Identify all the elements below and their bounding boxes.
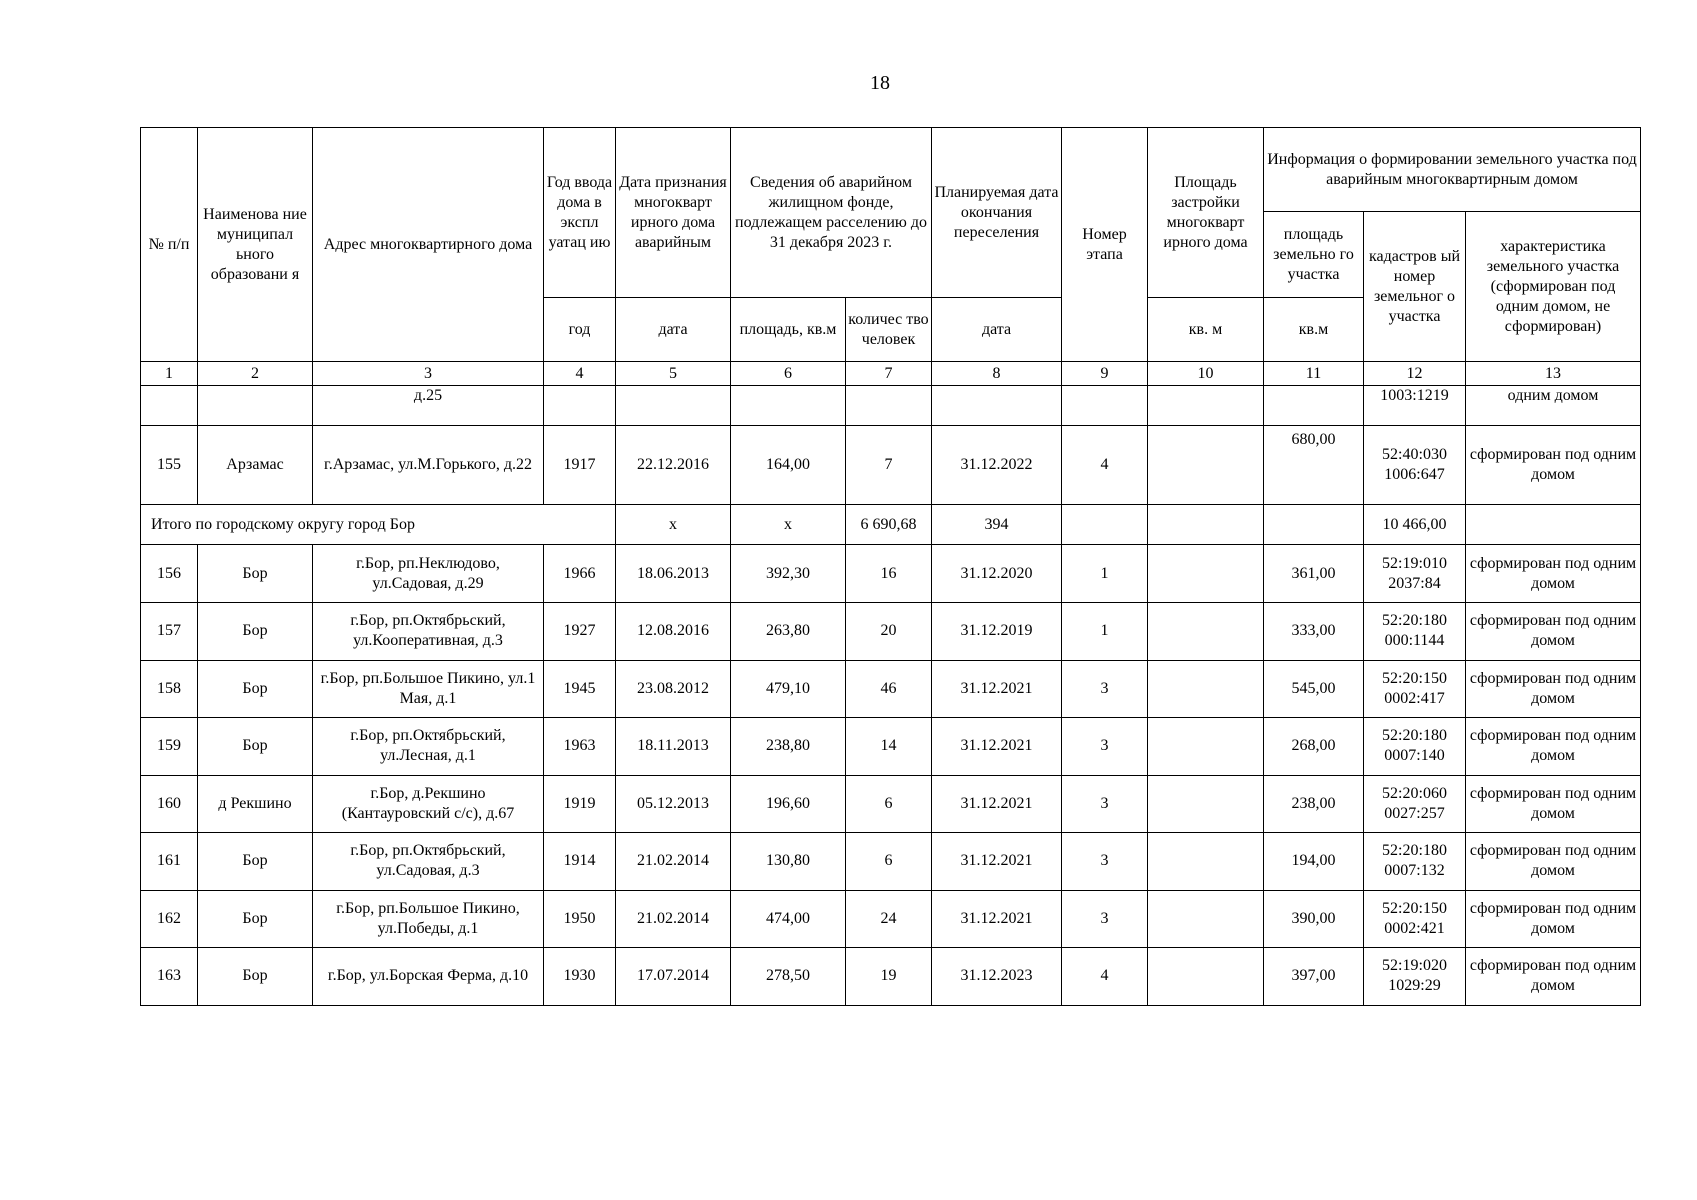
unit-end-date: дата	[932, 298, 1062, 362]
cell-number: 156	[141, 545, 198, 603]
cell-year: 1966	[544, 545, 616, 603]
cell-people: 14	[846, 718, 932, 776]
cell-area: 392,30	[731, 545, 846, 603]
cell-land: 545,00	[1264, 660, 1364, 718]
cell-date: 21.02.2014	[616, 833, 731, 891]
col-number: 6	[731, 362, 846, 386]
cell-land: 238,00	[1264, 775, 1364, 833]
cell-municipality: Бор	[198, 948, 313, 1006]
cell-address: г.Бор, рп.Октябрьский, ул.Лесная, д.1	[313, 718, 544, 776]
cell-characteristic: сформирован под одним домом	[1466, 545, 1641, 603]
total-label: Итого по городскому округу город Бор	[141, 505, 616, 545]
col-number: 2	[198, 362, 313, 386]
cell-number: 159	[141, 718, 198, 776]
cell-people: 16	[846, 545, 932, 603]
unit-year: год	[544, 298, 616, 362]
header-housing-info: Сведения об аварийном жилищном фонде, подлежащем расселению до 31 декабря 2023 г.	[731, 128, 932, 298]
cell-land: 194,00	[1264, 833, 1364, 891]
cell-area: 474,00	[731, 890, 846, 948]
cell-people: 46	[846, 660, 932, 718]
cell-date: 05.12.2013	[616, 775, 731, 833]
cell-people	[846, 386, 932, 426]
cell-cadastral: 52:19:010 2037:84	[1364, 545, 1466, 603]
cell-date: 12.08.2016	[616, 603, 731, 661]
page-number: 18	[870, 72, 890, 94]
cell-cadastral: 52:40:030 1006:647	[1364, 426, 1466, 505]
cell-end: 31.12.2023	[932, 948, 1062, 1006]
cell-municipality: д Рекшино	[198, 775, 313, 833]
unit-date: дата	[616, 298, 731, 362]
cell-area: 130,80	[731, 833, 846, 891]
cell-characteristic: сформирован под одним домом	[1466, 718, 1641, 776]
cell-address: д.25	[313, 386, 544, 426]
cell-address: г.Бор, д.Рекшино (Кантауровский с/с), д.67	[313, 775, 544, 833]
cell-people: 6	[846, 833, 932, 891]
table-row	[141, 386, 1641, 426]
table-row	[141, 426, 1641, 505]
col-number: 7	[846, 362, 932, 386]
unit-people: количес тво человек	[846, 298, 932, 362]
cell-stage: 3	[1062, 890, 1148, 948]
header-cadastral: кадастров ый номер земельног о участка	[1364, 212, 1466, 362]
header-number: № п/п	[141, 128, 198, 362]
cell-address: г.Бор, рп.Большое Пикино, ул.1 Мая, д.1	[313, 660, 544, 718]
total-area: 6 690,68	[846, 505, 932, 545]
cell-people: 24	[846, 890, 932, 948]
cell-cadastral: 52:19:020 1029:29	[1364, 948, 1466, 1006]
housing-table	[140, 127, 1641, 1006]
cell-municipality: Бор	[198, 833, 313, 891]
cell-end: 31.12.2021	[932, 660, 1062, 718]
cell-end: 31.12.2021	[932, 775, 1062, 833]
cell-people: 19	[846, 948, 932, 1006]
total-row	[141, 505, 1641, 545]
cell-stage: 4	[1062, 426, 1148, 505]
table-row	[141, 890, 1641, 948]
cell-build	[1148, 660, 1264, 718]
cell-end: 31.12.2022	[932, 426, 1062, 505]
cell-characteristic: сформирован под одним домом	[1466, 833, 1641, 891]
total-land: 10 466,00	[1364, 505, 1466, 545]
total-stage	[1148, 505, 1264, 545]
cell-build	[1148, 545, 1264, 603]
table-row	[141, 603, 1641, 661]
cell-land: 268,00	[1264, 718, 1364, 776]
cell-people: 7	[846, 426, 932, 505]
cell-municipality	[198, 386, 313, 426]
cell-cadastral: 1003:1219	[1364, 386, 1466, 426]
cell-municipality: Бор	[198, 660, 313, 718]
cell-date	[616, 386, 731, 426]
cell-end: 31.12.2021	[932, 718, 1062, 776]
cell-municipality: Бор	[198, 890, 313, 948]
total-build	[1264, 505, 1364, 545]
cell-characteristic: сформирован под одним домом	[1466, 603, 1641, 661]
cell-people: 20	[846, 603, 932, 661]
cell-build	[1148, 948, 1264, 1006]
cell-land: 397,00	[1264, 948, 1364, 1006]
header-planned-end: Планируемая дата окончания переселения	[932, 128, 1062, 298]
cell-date: 23.08.2012	[616, 660, 731, 718]
cell-date: 22.12.2016	[616, 426, 731, 505]
total-cadastral	[1466, 505, 1641, 545]
header-land-info: Информация о формировании земельного участка под аварийным многоквартирным домом	[1264, 128, 1641, 212]
cell-stage: 1	[1062, 603, 1148, 661]
cell-number	[141, 386, 198, 426]
total-date: х	[731, 505, 846, 545]
cell-land: 333,00	[1264, 603, 1364, 661]
cell-year: 1914	[544, 833, 616, 891]
col-number: 10	[1148, 362, 1264, 386]
cell-stage: 1	[1062, 545, 1148, 603]
cell-end: 31.12.2020	[932, 545, 1062, 603]
cell-build	[1148, 603, 1264, 661]
table-row	[141, 718, 1641, 776]
unit-area: площадь, кв.м	[731, 298, 846, 362]
total-end	[1062, 505, 1148, 545]
cell-cadastral: 52:20:150 0002:421	[1364, 890, 1466, 948]
cell-address: г.Бор, рп.Октябрьский, ул.Садовая, д.3	[313, 833, 544, 891]
cell-stage: 3	[1062, 833, 1148, 891]
cell-end: 31.12.2019	[932, 603, 1062, 661]
cell-year: 1963	[544, 718, 616, 776]
cell-area: 263,80	[731, 603, 846, 661]
cell-stage: 3	[1062, 718, 1148, 776]
cell-area: 196,60	[731, 775, 846, 833]
unit-land-area: кв.м	[1264, 298, 1364, 362]
cell-end	[932, 386, 1062, 426]
cell-area: 238,80	[731, 718, 846, 776]
header-land-characteristic: характеристика земельного участка (сформирован под одним домом, не сформирован)	[1466, 212, 1641, 362]
unit-building-area: кв. м	[1148, 298, 1264, 362]
cell-date: 21.02.2014	[616, 890, 731, 948]
col-number: 3	[313, 362, 544, 386]
cell-build	[1148, 890, 1264, 948]
col-number: 4	[544, 362, 616, 386]
cell-build	[1148, 775, 1264, 833]
cell-area	[731, 386, 846, 426]
cell-land: 390,00	[1264, 890, 1364, 948]
header-land-area: площадь земельно го участка	[1264, 212, 1364, 298]
cell-land	[1264, 386, 1364, 426]
cell-municipality: Бор	[198, 603, 313, 661]
cell-build	[1148, 718, 1264, 776]
table-row	[141, 545, 1641, 603]
cell-cadastral: 52:20:180 000:1144	[1364, 603, 1466, 661]
cell-year: 1919	[544, 775, 616, 833]
cell-number: 161	[141, 833, 198, 891]
cell-build	[1148, 386, 1264, 426]
cell-number: 163	[141, 948, 198, 1006]
cell-address: г.Бор, ул.Борская Ферма, д.10	[313, 948, 544, 1006]
cell-characteristic: сформирован под одним домом	[1466, 890, 1641, 948]
table-row	[141, 775, 1641, 833]
header-stage: Номер этапа	[1062, 128, 1148, 362]
cell-people: 6	[846, 775, 932, 833]
header-address: Адрес многоквартирного дома	[313, 128, 544, 362]
cell-address: г.Бор, рп.Неклюдово, ул.Садовая, д.29	[313, 545, 544, 603]
header-year: Год ввода дома в экспл уатац ию	[544, 128, 616, 298]
cell-number: 157	[141, 603, 198, 661]
cell-year	[544, 386, 616, 426]
cell-build	[1148, 426, 1264, 505]
table-row	[141, 833, 1641, 891]
cell-year: 1930	[544, 948, 616, 1006]
cell-end: 31.12.2021	[932, 833, 1062, 891]
cell-date: 18.06.2013	[616, 545, 731, 603]
cell-municipality: Бор	[198, 545, 313, 603]
cell-cadastral: 52:20:150 0002:417	[1364, 660, 1466, 718]
total-people: 394	[932, 505, 1062, 545]
cell-cadastral: 52:20:180 0007:140	[1364, 718, 1466, 776]
header-municipality: Наименова ние муниципал ьного образовани я	[198, 128, 313, 362]
cell-municipality: Арзамас	[198, 426, 313, 505]
cell-number: 158	[141, 660, 198, 718]
cell-area: 479,10	[731, 660, 846, 718]
col-number: 13	[1466, 362, 1641, 386]
cell-stage: 3	[1062, 775, 1148, 833]
cell-cadastral: 52:20:180 0007:132	[1364, 833, 1466, 891]
cell-land: 361,00	[1264, 545, 1364, 603]
cell-characteristic: сформирован под одним домом	[1466, 775, 1641, 833]
col-number: 11	[1264, 362, 1364, 386]
cell-year: 1927	[544, 603, 616, 661]
header-recognition-date: Дата признания многокварт ирного дома аварийным	[616, 128, 731, 298]
cell-year: 1950	[544, 890, 616, 948]
cell-characteristic: сформирован под одним домом	[1466, 660, 1641, 718]
col-number: 9	[1062, 362, 1148, 386]
total-year: х	[616, 505, 731, 545]
cell-characteristic: сформирован под одним домом	[1466, 426, 1641, 505]
cell-stage: 4	[1062, 948, 1148, 1006]
cell-date: 17.07.2014	[616, 948, 731, 1006]
cell-address: г.Бор, рп.Большое Пикино, ул.Победы, д.1	[313, 890, 544, 948]
cell-stage	[1062, 386, 1148, 426]
cell-number: 155	[141, 426, 198, 505]
cell-number: 160	[141, 775, 198, 833]
cell-characteristic: сформирован под одним домом	[1466, 948, 1641, 1006]
col-number: 5	[616, 362, 731, 386]
table-row	[141, 948, 1641, 1006]
cell-address: г.Арзамас, ул.М.Горького, д.22	[313, 426, 544, 505]
table-row	[141, 660, 1641, 718]
cell-year: 1945	[544, 660, 616, 718]
col-number: 12	[1364, 362, 1466, 386]
col-number: 8	[932, 362, 1062, 386]
cell-address: г.Бор, рп.Октябрьский, ул.Кооперативная, д.3	[313, 603, 544, 661]
cell-date: 18.11.2013	[616, 718, 731, 776]
cell-land: 680,00	[1264, 426, 1364, 505]
cell-end: 31.12.2021	[932, 890, 1062, 948]
cell-build	[1148, 833, 1264, 891]
cell-municipality: Бор	[198, 718, 313, 776]
cell-cadastral: 52:20:060 0027:257	[1364, 775, 1466, 833]
cell-area: 278,50	[731, 948, 846, 1006]
cell-number: 162	[141, 890, 198, 948]
col-number: 1	[141, 362, 198, 386]
cell-stage: 3	[1062, 660, 1148, 718]
header-building-area: Площадь застройки многокварт ирного дома	[1148, 128, 1264, 298]
cell-characteristic: одним домом	[1466, 386, 1641, 426]
cell-area: 164,00	[731, 426, 846, 505]
cell-year: 1917	[544, 426, 616, 505]
